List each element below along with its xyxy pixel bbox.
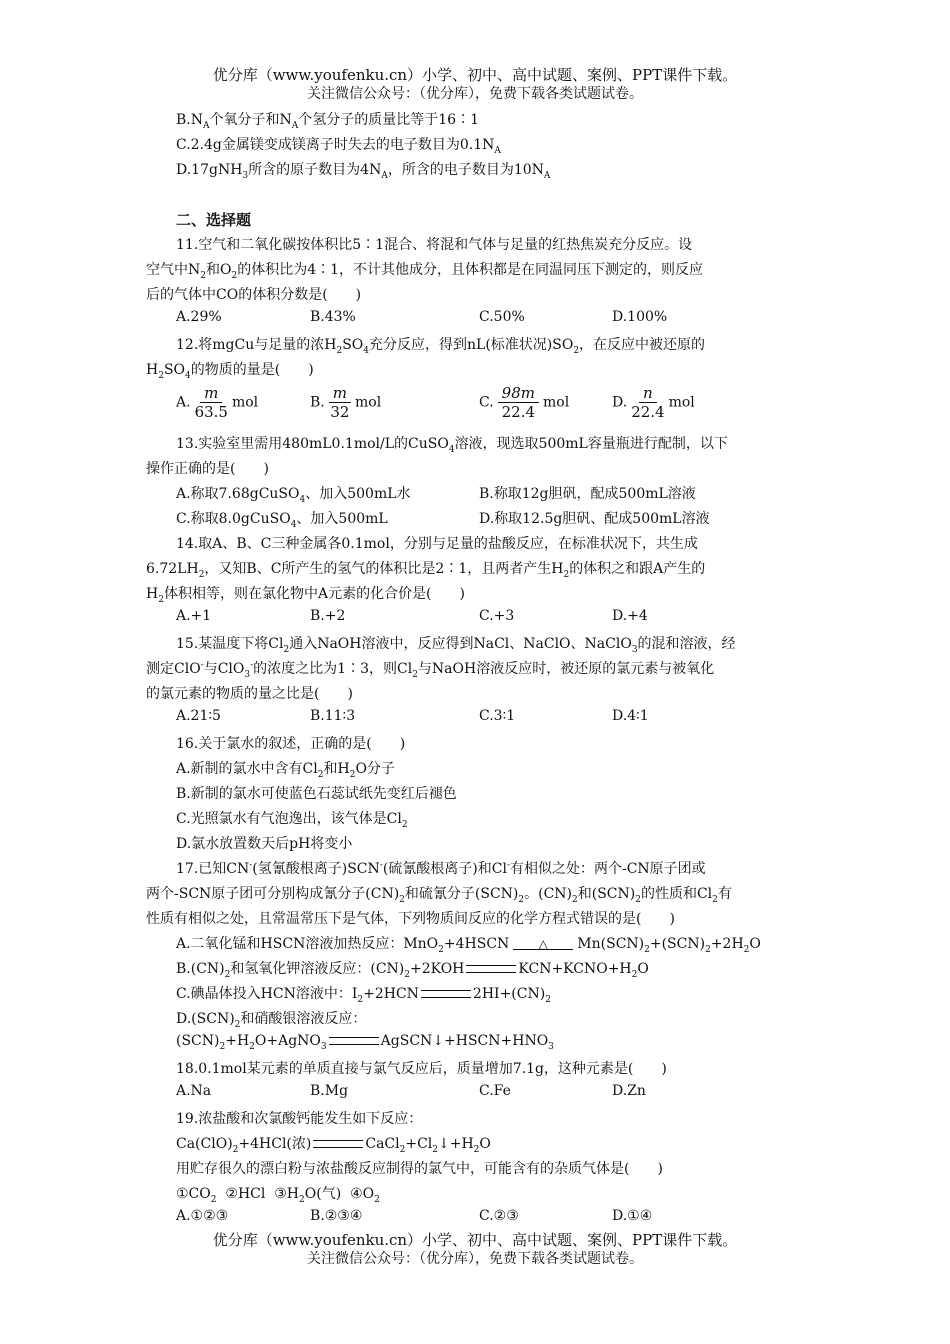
q13-option-b: B.称取12g胆矾，配成500mL溶液: [479, 486, 696, 502]
q19-option-c: C.②③: [479, 1208, 519, 1224]
equals-sign: [329, 1037, 379, 1045]
header: [0, 66, 950, 104]
q12-line-1: 12.将mgCu与足量的浓$H_2SO_4$充分反应，得到nL(标准状况)$SO_2$，在反应中被还原的: [176, 337, 706, 356]
q15-line-2: 测定ClO-与ClO$_3$-的浓度之比为1∶3，则$Cl_2$与NaOH溶液反应时，被还原的氯元素与被氧化: [146, 660, 715, 680]
header-line-2: 关注微信公众号：（优分库），免费下载各类试题试卷。: [307, 86, 643, 102]
q13-line-2: 操作正确的是( ): [146, 461, 269, 477]
q13-option-a: A.称取7.68gCuSO$_4$、加入500mL水: [176, 486, 411, 505]
q17-line-3: 性质有相似之处，且常温常压下是气体，下列物质间反应的化学方程式错误的是( ): [146, 911, 675, 927]
q18-line-1: 18.0.1mol某元素的单质直接与氯气反应后，质量增加7.1g，这种元素是( ): [176, 1061, 667, 1077]
q11-line-2: 空气中$N_2$和$O_2$的体积比为4∶1，不计其他成分，且体积都是在同温同压下测定的，则反应: [146, 262, 704, 281]
q14-option-d: D.+4: [612, 608, 648, 624]
q19-line-1: 19.浓盐酸和次氯酸钙能发生如下反应：: [176, 1111, 423, 1127]
q15-option-c: C.3∶1: [479, 708, 516, 724]
q12-option-a: A. $\frac{m}{63.5}$ mol: [176, 384, 259, 421]
q14-option-a: A.+1: [176, 608, 212, 624]
q14-option-c: C.+3: [479, 608, 515, 624]
prev-option-c: C.2.4g金属镁变成镁离子时失去的电子数目为$0.1N_A$: [176, 137, 501, 156]
q16-option-a: A.新制的氯水中含有$Cl_2$和$H_2O$分子: [176, 761, 395, 780]
equals-sign: [466, 965, 516, 973]
heat-delta-symbol: △: [513, 939, 573, 950]
q14-option-b: B.+2: [310, 608, 346, 624]
q16-option-c: C.光照氯水有气泡逸出，该气体是$Cl_2$: [176, 811, 408, 830]
q17-line-1: 17.已知CN-(氢氰酸根离子)SCN-(硫氰酸根离子)和Cl-有相似之处：两个-CN原子团或: [176, 860, 706, 877]
q17-option-a: A.二氧化锰和HSCN溶液加热反应：MnO$_2$+4HSCN △ $Mn(SCN)_2+(SCN)_2+2H_2O$: [176, 936, 761, 955]
footer-line-1: 优分库（www.youfenku.cn）小学、初中、高中试题、案例、PPT课件下载。: [212, 1231, 738, 1249]
q16-line-1: 16.关于氯水的叙述，正确的是( ): [176, 736, 406, 752]
q11-option-d: D.100%: [612, 309, 668, 325]
footer-line-2: 关注微信公众号：（优分库），免费下载各类试题试卷。: [307, 1251, 643, 1267]
q18-option-c: C.Fe: [479, 1083, 511, 1099]
section-title: 二、选择题: [176, 211, 252, 229]
q19-option-a: A.①②③: [176, 1208, 229, 1224]
prev-option-d: D.17gNH$_3$所含的原子数目为$4N_A$，所含的电子数目为$10N_A$: [176, 162, 551, 181]
q12-line-2: $H_2SO_4$的物质的量是( ): [146, 362, 314, 381]
q11-line-3: 后的气体中CO的体积分数是( ): [146, 287, 362, 303]
q13-option-c: C.称取8.0gCuSO$_4$、加入500mL: [176, 511, 388, 530]
q11-option-a: A.29%: [176, 309, 222, 325]
q11-option-b: B.43%: [310, 309, 356, 325]
q15-option-d: D.4∶1: [612, 708, 649, 724]
q11-option-c: C.50%: [479, 309, 525, 325]
q16-option-b: B.新制的氯水可使蓝色石蕊试纸先变红后褪色: [176, 786, 457, 802]
q12-option-c: C. $\frac{98m}{22.4}$ mol: [479, 384, 570, 421]
q15-line-3: 的氯元素的物质的量之比是( ): [146, 686, 353, 702]
q19-option-b: B.②③④: [310, 1208, 363, 1224]
q17-option-d-equation: $(SCN)_2+H_2O+AgNO_3$ $AgSCN↓+HSCN+HNO_3$: [176, 1033, 554, 1052]
equals-sign: [313, 1140, 363, 1148]
q11-line-1: 11.空气和二氧化碳按体积比5∶1混合、将混和气体与足量的红热焦炭充分反应。设: [176, 237, 693, 253]
q15-option-b: B.11∶3: [310, 708, 356, 724]
header-line-1: 优分库（www.youfenku.cn）小学、初中、高中试题、案例、PPT课件下载。: [212, 66, 738, 84]
q16-option-d: D.氯水放置数天后pH将变小: [176, 836, 353, 852]
q12-option-d: D. $\frac{n}{22.4}$ mol: [612, 384, 695, 421]
q12-option-b: B. $\frac{m}{32}$ mol: [310, 384, 382, 421]
q18-option-a: A.Na: [176, 1083, 212, 1099]
prev-option-b: $B.N_A$个氧分子和$N_A$个氢分子的质量比等于16∶1: [176, 112, 479, 131]
q13-line-1: 13.实验室里需用480mL0.1mol/L的CuSO$_4$溶液，现选取500mL容量瓶进行配制，以下: [176, 436, 728, 455]
q14-line-3: $H_2$体积相等，则在氯化物中A元素的化合价是( ): [146, 586, 465, 605]
q15-option-a: A.21∶5: [176, 708, 221, 724]
q19-equation: $Ca(ClO)_2+4HCl$(浓) $CaCl_2+Cl_2↓+H_2O$: [176, 1136, 491, 1155]
q18-option-d: D.Zn: [612, 1083, 646, 1099]
footer: [0, 1231, 950, 1269]
equals-sign: [421, 990, 471, 998]
q17-option-b: $B.(CN)_2$和氢氧化钾溶液反应：$(CN)_2+2KOH$ $KCN+KCNO+H_2O$: [176, 961, 649, 980]
q17-line-2: 两个-SCN原子团可分别构成氰分子$(CN)_2$和硫氰分子$(SCN)_2$。$(CN)_2$和$(SCN)_2$的性质和$Cl_2$有: [146, 886, 732, 905]
q19-option-d: D.①④: [612, 1208, 653, 1224]
q15-line-1: 15.某温度下将$Cl_2$通入NaOH溶液中，反应得到NaCl、NaClO、NaClO$_3$的混和溶液，经: [176, 636, 736, 655]
q19-items: $①CO_2$ ②HCl $③H_2O$(气) $④O_2$: [176, 1186, 380, 1205]
q17-option-c: C.碘晶体投入HCN溶液中：$I_2+2HCN$ $2HI+(CN)_2$: [176, 986, 551, 1005]
q13-option-d: D.称取12.5g胆矾、配成500mL溶液: [479, 511, 710, 527]
q14-line-2: $6.72LH_2$，又知B、C所产生的氢气的体积比是2∶1，且两者产生$H_2$的体积之和跟A产生的: [146, 561, 706, 580]
q14-line-1: 14.取A、B、C三种金属各0.1mol，分别与足量的盐酸反应，在标准状况下，共生成: [176, 536, 698, 552]
q18-option-b: B.Mg: [310, 1083, 349, 1099]
q17-option-d: $D.(SCN)_2$和硝酸银溶液反应：: [176, 1011, 367, 1030]
q19-line-3: 用贮存很久的漂白粉与浓盐酸反应制得的氯气中，可能含有的杂质气体是( ): [176, 1161, 663, 1177]
